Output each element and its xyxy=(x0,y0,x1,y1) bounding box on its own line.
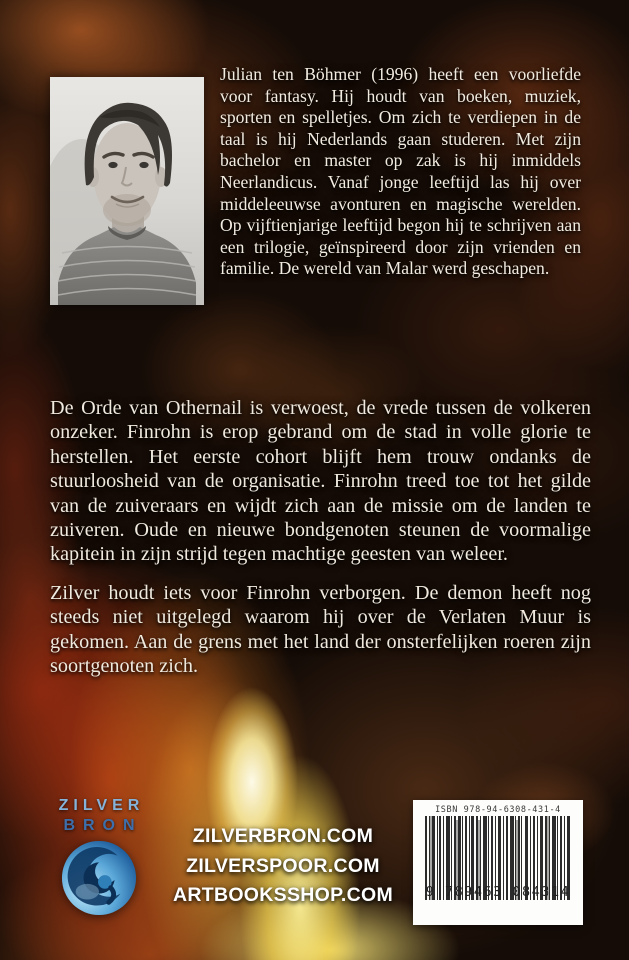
synopsis-paragraph-2: Zilver houdt iets voor Finrohn verborgen. De demon heeft nog steeds niet uitgelegd waarom hij over de Verlaten Muur is gekomen. Aan de grens met het land der onsterfelijken roeren zijn soortgenoten zich. xyxy=(50,581,591,678)
author-photo xyxy=(50,77,204,305)
barcode-digits: 9 789463 084314 xyxy=(425,884,571,900)
isbn-barcode xyxy=(413,800,583,925)
website-artbooksshop: ARTBOOKSSHOP.COM xyxy=(172,884,394,906)
synopsis-block xyxy=(50,396,591,692)
publisher-name-line1: ZILVER xyxy=(58,797,145,814)
publisher-logo-block xyxy=(44,797,154,917)
publisher-name-line2: BRON xyxy=(63,817,143,834)
isbn-label: ISBN 978-94-6308-431-4 xyxy=(435,805,561,815)
website-list xyxy=(168,822,398,911)
website-zilverbron: ZILVERBRON.COM xyxy=(192,825,374,847)
author-portrait-icon xyxy=(50,77,204,305)
publisher-swirl-logo-icon xyxy=(60,839,138,917)
website-zilverspoor: ZILVERSPOOR.COM xyxy=(186,854,380,877)
author-bio-text: Julian ten Böhmer (1996) heeft een voorliefde voor fantasy. Hij houdt van boeken, muziek, sporten en spelletjes. Om zich te verdiepen in de taal is hij Nederlands gaan studeren. Met zijn bachelor en master op zak is hij inmiddels Neerlandicus. Vanaf jonge leeftijd las hij over middeleeuwse avonturen en magische werelden. Op vijftienjarige leeftijd begon hij te schrijven aan een trilogie, geïnspireerd door zijn vrienden en familie. De wereld van Malar werd geschapen. xyxy=(220,64,581,279)
synopsis-paragraph-1: De Orde van Othernail is verwoest, de vrede tussen de volkeren onzeker. Finrohn is erop gebrand om de stad in volle glorie te herstellen. Het eerste cohort blijft hem trouw ondanks de stuurloosheid van de organisatie. Finrohn treed toe tot het gilde van de zuiveraars en wijdt zich aan de missie om de landen te zuiveren. Oude en nieuwe bondgenoten steunen de voormalige kapitein in zijn strijd tegen machtige geesten van weleer. xyxy=(50,397,591,566)
